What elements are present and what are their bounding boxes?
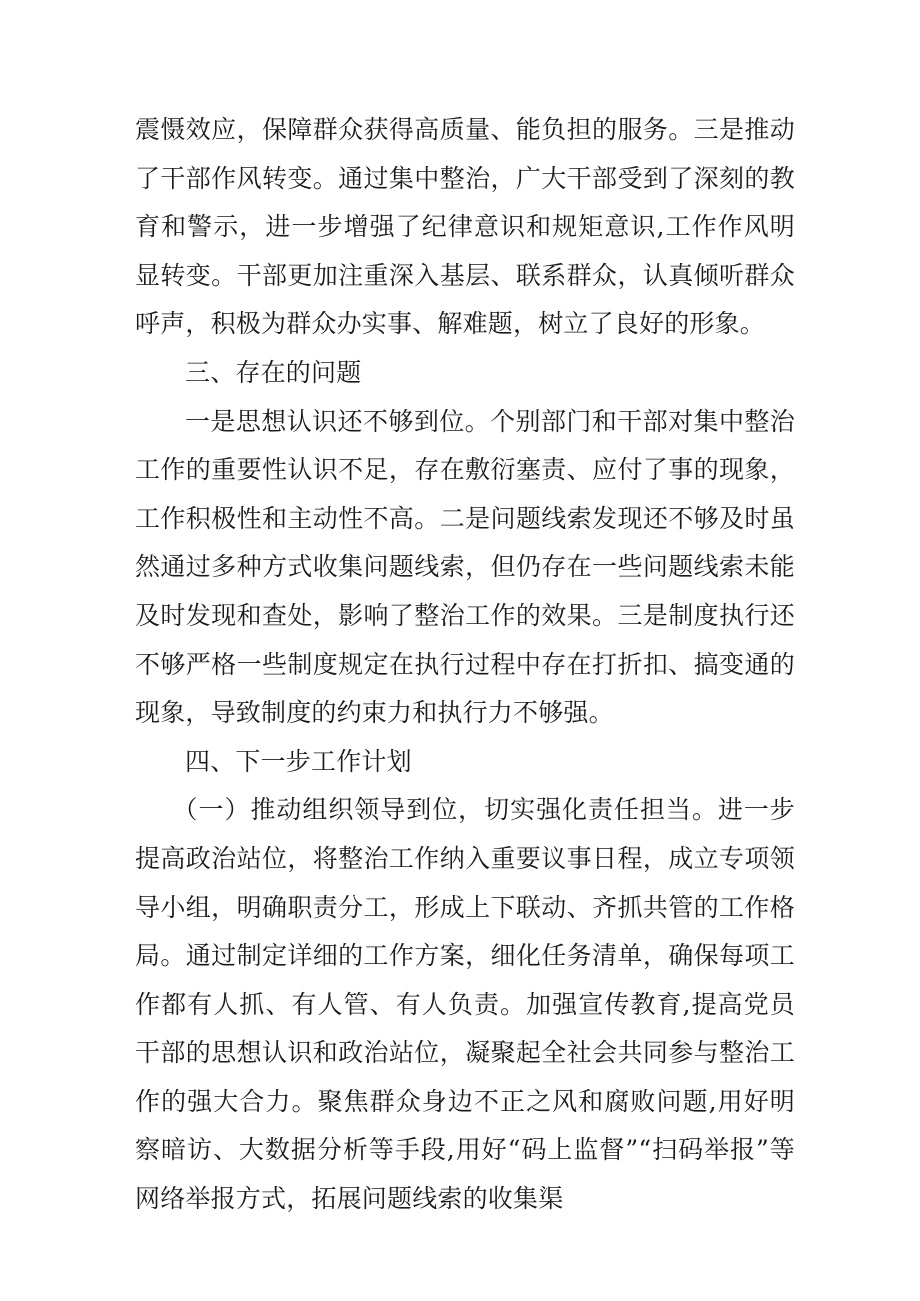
section-heading-next-plan: 四、下一步工作计划 xyxy=(185,746,412,776)
paragraph-continuation: 震慑效应，保障群众获得高质量、能负担的服务。三是推动了干部作风转变。通过集中整治，广大干部受到了深刻的教育和警示，进一步增强了纪律意识和规矩意识,工作作风明显转变。干部更加注重深入基层、联系群众，认真倾听群众呼声，积极为群众办实事、解难题，树立了良好的形象。 xyxy=(135,115,795,339)
document-body xyxy=(135,106,795,1224)
paragraph-subsection-1: （一）推动组织领导到位，切实强化责任担当。进一步提高政治站位，将整治工作纳入重要议事日程，成立专项领导小组，明确职责分工，形成上下联动、齐抓共管的工作格局。通过制定详细的工作方案，细化任务清单，确保每项工作都有人抓、有人管、有人负责。加强宣传教育,提高党员干部的思想认识和政治站位，凝聚起全社会共同参与整治工作的强大合力。聚焦群众身边不正之风和腐败问题,用好明察暗访、大数据分析等手段,用好“码上监督”“扫码举报”等网络举报方式，拓展问题线索的收集渠 xyxy=(135,795,796,1214)
section-heading-problems: 三、存在的问题 xyxy=(185,357,362,387)
paragraph-problems: 一是思想认识还不够到位。个别部门和干部对集中整治工作的重要性认识不足，存在敷衍塞责、应付了事的现象，工作积极性和主动性不高。二是问题线索发现还不够及时虽然通过多种方式收集问题线索，但仍存在一些问题线索未能及时发现和查处，影响了整治工作的效果。三是制度执行还不够严格一些制度规定在执行过程中存在打折扣、搞变通的现象，导致制度的约束力和执行力不够强。 xyxy=(135,406,795,728)
